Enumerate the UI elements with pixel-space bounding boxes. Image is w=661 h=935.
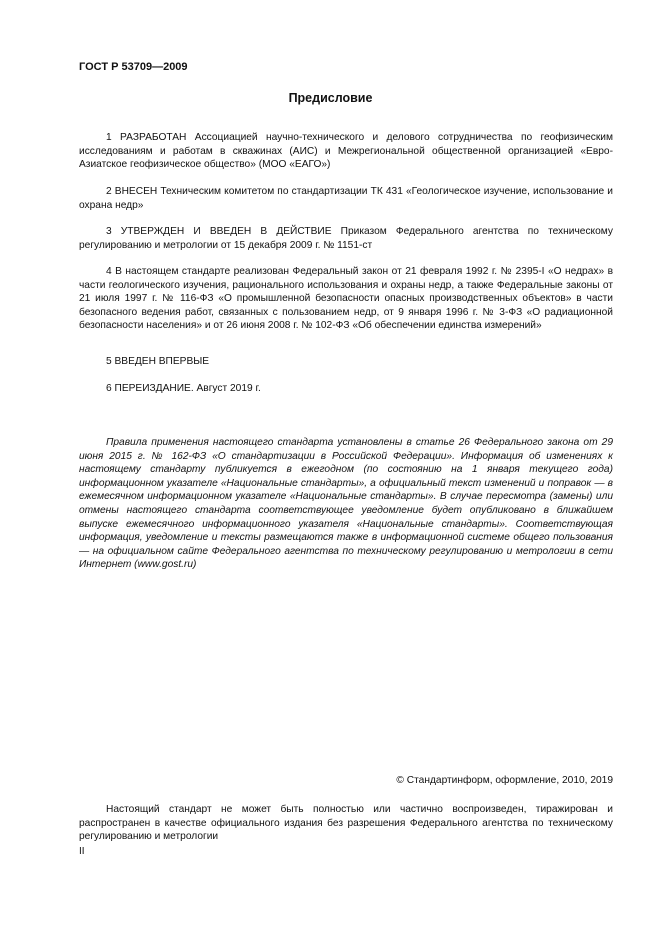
usage-note: Правила применения настоящего стандарта установлены в статье 26 Федерального закона от 29 июня 2015 г. № 162-ФЗ «О стандартизации в Российской Федерации». Информация об изменениях к настоящему стандарту публикуется в ежегодном (по состоянию на 1 января текущего года) информационном указателе «Национальные стандарты», а официальный текст изменений и поправок — в ежемесячном информационном указателе «Национальные стандарты». В случае пересмотра (замены) или отмены настоящего стандарта соответствующее уведомление будет опубликовано в ближайшем выпуске ежемесячного информационного указателя «Национальные стандарты». Соответствующая информация, уведомление и тексты размещаются также в информационной системе общего пользования — на официальном сайте Федерального агентства по техническому регулированию и метрологии в сети Интернет (www.gost.ru) <box>79 437 613 571</box>
page-title: Предисловие <box>288 91 373 105</box>
preface-item-4: 4 В настоящем стандарте реализован Федеральный закон от 21 февраля 1992 г. № 2395-I «О недрах» в части геологического изучения, рационального использования и охраны недр, а также Федеральные законы от 21 июля 1997 г. № 116-ФЗ «О промышленной безопасности опасных производственных объектов» в части безопасного ведения работ, связанных с пользованием недр, от 9 января 1996 г. № 3-ФЗ «О радиационной безопасности населения» и от 26 июня 2008 г. № 102-ФЗ «Об обеспечении единства измерений» <box>79 266 613 332</box>
rights-notice: Настоящий стандарт не может быть полностью или частично воспроизведен, тиражирован и распространен в качестве официального издания без разрешения Федерального агентства по техническому регулированию и метрологии <box>79 804 613 843</box>
preface-item-2: 2 ВНЕСЕН Техническим комитетом по стандартизации ТК 431 «Геологическое изучение, использование и охрана недр» <box>79 186 613 211</box>
preface-item-6: 6 ПЕРЕИЗДАНИЕ. Август 2019 г. <box>106 383 261 394</box>
copyright-line: © Стандартинформ, оформление, 2010, 2019 <box>396 775 613 786</box>
preface-item-5: 5 ВВЕДЕН ВПЕРВЫЕ <box>106 356 210 367</box>
document-header: ГОСТ Р 53709—2009 <box>79 61 188 73</box>
preface-item-3: 3 УТВЕРЖДЕН И ВВЕДЕН В ДЕЙСТВИЕ Приказом Федерального агентства по техническому регулированию и метрологии от 15 декабря 2009 г. № 1151-ст <box>79 226 613 251</box>
preface-item-1: 1 РАЗРАБОТАН Ассоциацией научно-технического и делового сотрудничества по геофизическим исследованиям и работам в скважинах (АИС) и Межрегиональной общественной организацией «Евро-Азиатское геофизическое общество» (МОО «ЕАГО») <box>79 132 613 171</box>
page-number: II <box>79 846 85 857</box>
